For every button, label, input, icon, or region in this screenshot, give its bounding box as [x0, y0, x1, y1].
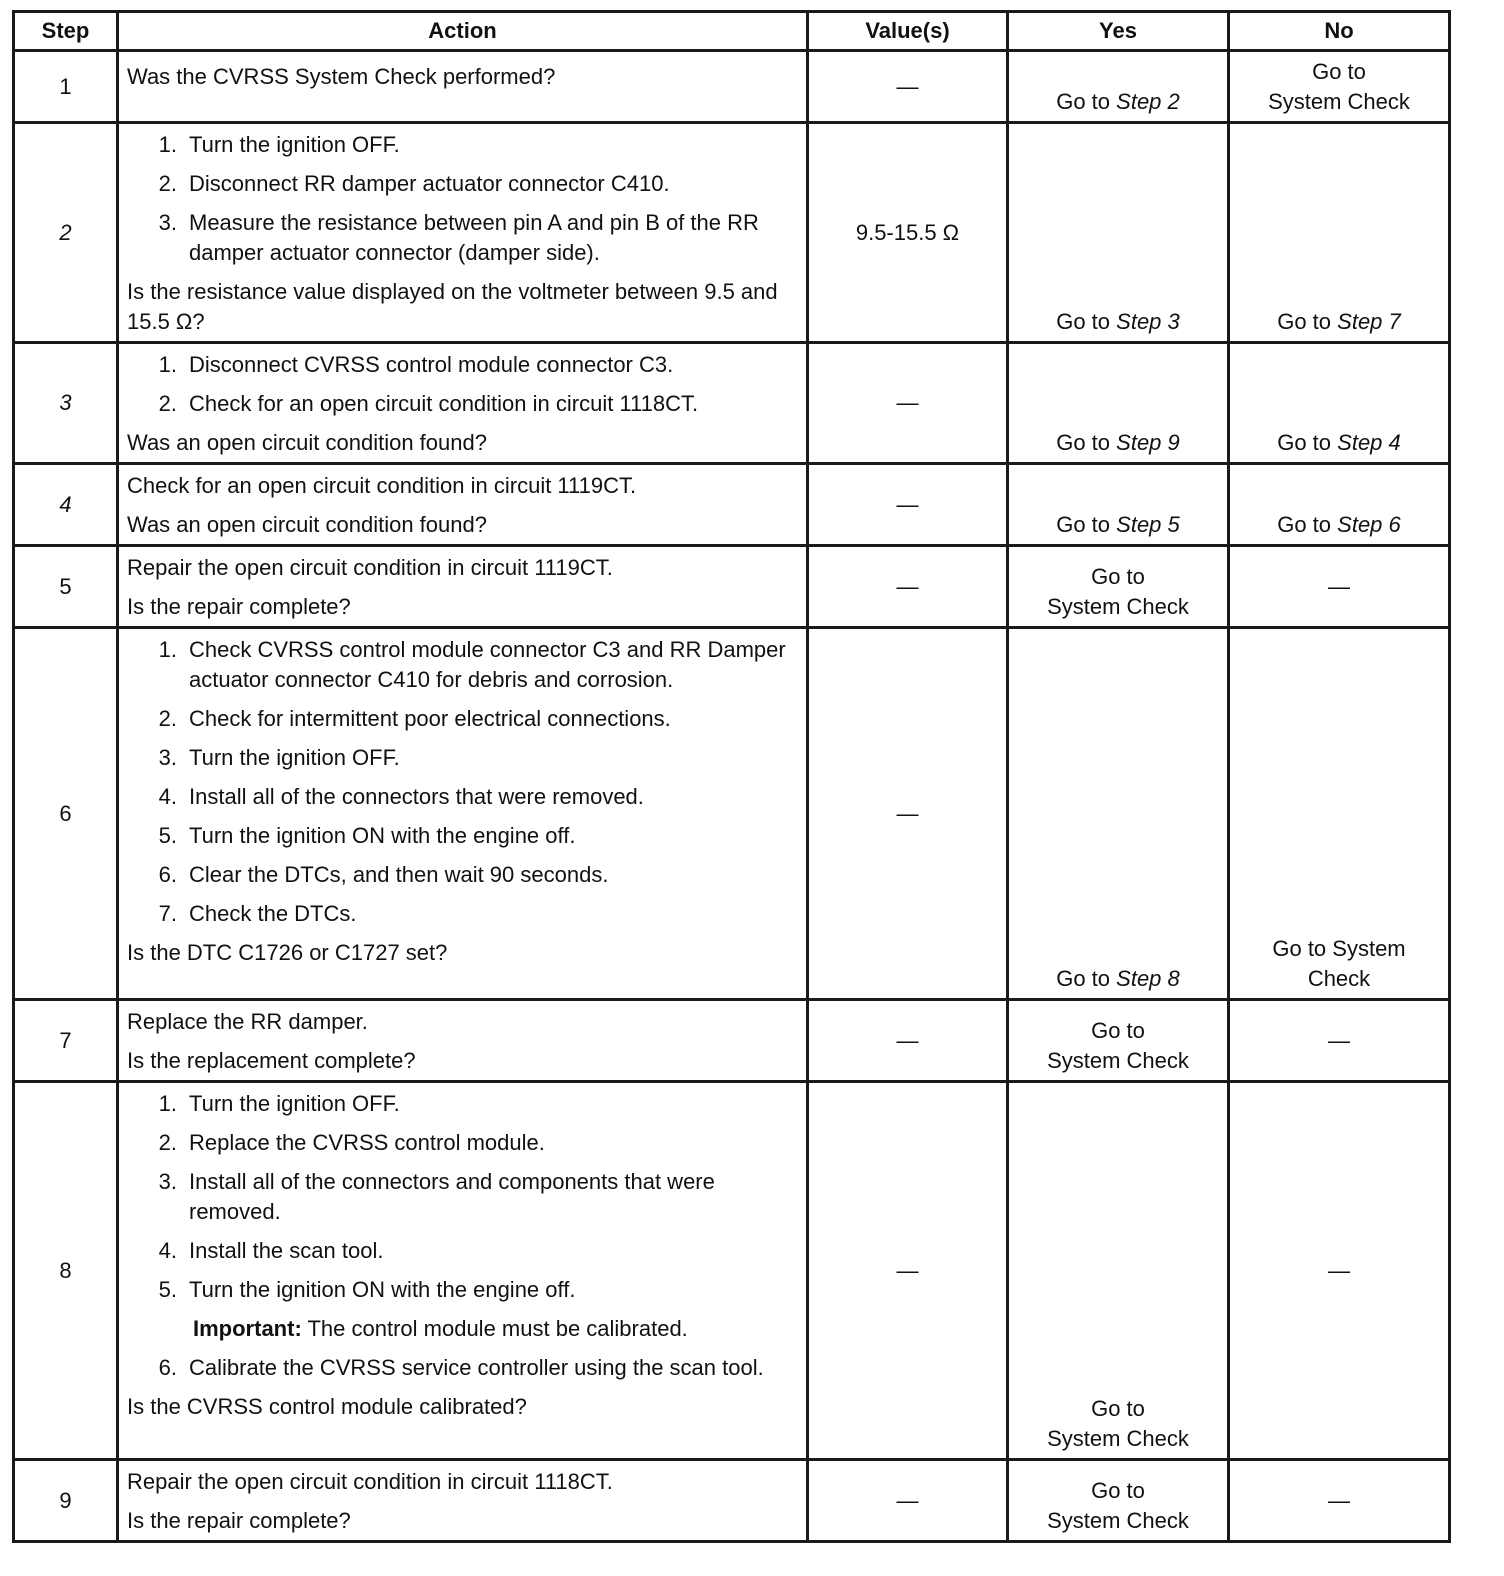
action-step-number: 1.: [158, 1091, 177, 1116]
action-text: Repair the open circuit condition in circuit 1118CT.: [127, 1469, 613, 1494]
table-row: [14, 1460, 1450, 1542]
step-cell: [14, 1082, 118, 1460]
yes-cell: [1008, 464, 1229, 546]
header-yes: Yes: [1008, 12, 1229, 51]
action-cell: [118, 1460, 808, 1542]
table-row: [14, 464, 1450, 546]
action-cell: [118, 123, 808, 343]
action-step-text: Check for an open circuit condition in circuit 1118CT.: [189, 391, 699, 416]
action-question: Is the resistance value displayed on the voltmeter between 9.5 and 15.5 Ω?: [127, 279, 778, 334]
yes-step-ref: Step 3: [1116, 309, 1180, 334]
step-number: 9: [59, 1487, 72, 1513]
value-cell: [808, 343, 1008, 464]
no-goto-text: Go to: [1277, 309, 1332, 334]
yes-cell: [1008, 1460, 1229, 1542]
action-step: [127, 130, 798, 160]
yes-goto-text: Go to: [1091, 1396, 1145, 1421]
action-step-number: 6.: [158, 862, 177, 887]
step-cell: [14, 546, 118, 628]
value-text: —: [896, 1257, 919, 1283]
action-step: [127, 743, 798, 773]
value-text: 9.5-15.5 Ω: [855, 219, 960, 245]
action-question: Was an open circuit condition found?: [127, 430, 487, 455]
action-step-number: 4.: [158, 1238, 177, 1263]
value-cell: [808, 123, 1008, 343]
table-row: [14, 1000, 1450, 1082]
action-step: [127, 860, 798, 890]
action-step: [127, 704, 798, 734]
value-text: —: [896, 1027, 919, 1053]
action-step-number: 1.: [158, 637, 177, 662]
important-text: The control module must be calibrated.: [307, 1316, 688, 1341]
yes-goto-text: Go to: [1056, 966, 1111, 991]
action-step-number: 4.: [158, 784, 177, 809]
value-cell: [808, 51, 1008, 123]
yes-cell: [1008, 546, 1229, 628]
table-row: [14, 1082, 1450, 1460]
header-step: Step: [14, 12, 118, 51]
yes-goto: [1009, 506, 1227, 544]
yes-goto: [1009, 424, 1227, 462]
no-step-ref: Step 4: [1337, 430, 1401, 455]
yes-goto-text: Go to: [1056, 309, 1111, 334]
action-question: Is the CVRSS control module calibrated?: [127, 1394, 527, 1419]
table-row: [14, 343, 1450, 464]
yes-goto: [1009, 960, 1227, 998]
action-steps: [127, 1089, 798, 1305]
action-step-text: Turn the ignition OFF.: [189, 745, 400, 770]
action-step-text: Calibrate the CVRSS service controller using the scan tool.: [189, 1355, 764, 1380]
no-goto: [1230, 506, 1448, 544]
action-steps: [127, 1353, 798, 1383]
no-cell: [1229, 123, 1450, 343]
no-goto-text: —: [1328, 573, 1350, 599]
action-text: Repair the open circuit condition in circuit 1119CT.: [127, 555, 613, 580]
no-goto: [1230, 1482, 1448, 1520]
step-number: 6: [59, 800, 72, 826]
yes-goto: [1009, 83, 1227, 121]
action-step-number: 2.: [158, 706, 177, 731]
action-step-number: 7.: [158, 901, 177, 926]
step-number: 1: [59, 73, 72, 99]
yes-goto-text: Go to: [1056, 89, 1111, 114]
action-step: [127, 1275, 798, 1305]
action-step-text: Check the DTCs.: [189, 901, 357, 926]
yes-goto: [1009, 303, 1227, 341]
value-cell: [808, 1082, 1008, 1460]
action-step: [127, 1167, 798, 1227]
action-cell: [118, 51, 808, 123]
yes-goto-text: Go to: [1056, 512, 1111, 537]
step-number: 8: [59, 1257, 72, 1283]
no-goto-target: System Check: [1268, 89, 1410, 114]
action-step-number: 1.: [158, 132, 177, 157]
no-goto-target: Check: [1307, 966, 1371, 991]
value-text: —: [896, 573, 919, 599]
yes-cell: [1008, 123, 1229, 343]
value-text: —: [896, 1487, 919, 1513]
action-step-text: Replace the CVRSS control module.: [189, 1130, 545, 1155]
yes-goto: [1009, 1472, 1227, 1540]
value-text: —: [896, 800, 919, 826]
action-question: Is the repair complete?: [127, 1508, 351, 1533]
step-number: 3: [59, 390, 72, 415]
action-step-text: Install all of the connectors and components that were removed.: [189, 1169, 715, 1224]
important-note: [127, 1314, 798, 1344]
action-question: Was the CVRSS System Check performed?: [127, 64, 556, 89]
no-cell: [1229, 1460, 1450, 1542]
action-step: [127, 1089, 798, 1119]
no-cell: [1229, 464, 1450, 546]
value-cell: [808, 628, 1008, 1000]
action-question: Is the DTC C1726 or C1727 set?: [127, 940, 448, 965]
header-no: No: [1229, 12, 1450, 51]
no-goto: [1230, 53, 1448, 121]
no-goto-text: —: [1328, 1487, 1350, 1513]
yes-cell: [1008, 343, 1229, 464]
step-cell: [14, 51, 118, 123]
step-number: 2: [59, 219, 72, 245]
value-cell: [808, 1000, 1008, 1082]
action-steps: [127, 635, 798, 929]
yes-cell: [1008, 628, 1229, 1000]
yes-goto-text: Go to: [1056, 430, 1111, 455]
action-step-number: 3.: [158, 745, 177, 770]
action-cell: [118, 1000, 808, 1082]
action-step: [127, 169, 798, 199]
action-step-text: Turn the ignition ON with the engine off.: [189, 1277, 576, 1302]
no-goto-text: —: [1328, 1027, 1350, 1053]
action-step-text: Check for intermittent poor electrical connections.: [189, 706, 671, 731]
action-cell: [118, 343, 808, 464]
action-text: Check for an open circuit condition in circuit 1119CT.: [127, 473, 637, 498]
no-step-ref: Step 7: [1337, 309, 1401, 334]
yes-goto: [1009, 1390, 1227, 1458]
action-step-text: Turn the ignition ON with the engine off.: [189, 823, 576, 848]
table-row: [14, 123, 1450, 343]
no-goto: [1230, 424, 1448, 462]
action-step-text: Check CVRSS control module connector C3 and RR Damper actuator connector C410 for debris and corrosion.: [189, 637, 786, 692]
step-number: 5: [59, 573, 72, 599]
yes-goto-target: System Check: [1047, 594, 1189, 619]
action-step: [127, 782, 798, 812]
header-values: Value(s): [808, 12, 1008, 51]
table-row: [14, 546, 1450, 628]
action-step-text: Turn the ignition OFF.: [189, 1091, 400, 1116]
action-step-number: 2.: [158, 171, 177, 196]
important-label: Important:: [193, 1316, 302, 1341]
no-cell: [1229, 343, 1450, 464]
yes-cell: [1008, 1082, 1229, 1460]
no-goto-text: —: [1328, 1257, 1350, 1283]
no-goto-text: Go to System: [1272, 936, 1406, 961]
action-cell: [118, 628, 808, 1000]
value-text: —: [896, 491, 919, 517]
yes-step-ref: Step 8: [1116, 966, 1180, 991]
action-step-text: Clear the DTCs, and then wait 90 seconds.: [189, 862, 609, 887]
action-question: Is the repair complete?: [127, 594, 351, 619]
no-goto-text: Go to: [1277, 512, 1332, 537]
action-step-text: Measure the resistance between pin A and pin B of the RR damper actuator connector (damper side).: [189, 210, 759, 265]
step-cell: [14, 123, 118, 343]
value-cell: [808, 1460, 1008, 1542]
no-goto: [1230, 1022, 1448, 1060]
no-cell: [1229, 1082, 1450, 1460]
action-steps: [127, 350, 798, 419]
step-cell: [14, 1000, 118, 1082]
header-row: [14, 12, 1450, 51]
action-step: [127, 635, 798, 695]
yes-step-ref: Step 9: [1116, 430, 1180, 455]
yes-goto: [1009, 1012, 1227, 1080]
no-step-ref: Step 6: [1337, 512, 1401, 537]
value-text: —: [896, 73, 919, 99]
yes-goto: [1009, 558, 1227, 626]
table-row: [14, 628, 1450, 1000]
action-step: [127, 1236, 798, 1266]
step-cell: [14, 464, 118, 546]
yes-step-ref: Step 5: [1116, 512, 1180, 537]
action-step-text: Disconnect RR damper actuator connector C410.: [189, 171, 670, 196]
step-number: 7: [59, 1027, 72, 1053]
yes-step-ref: Step 2: [1116, 89, 1180, 114]
no-goto: [1230, 1252, 1448, 1290]
step-cell: [14, 1460, 118, 1542]
step-cell: [14, 343, 118, 464]
action-step-number: 2.: [158, 391, 177, 416]
action-step: [127, 208, 798, 268]
diagnostic-table: [12, 10, 1451, 1543]
action-step: [127, 821, 798, 851]
no-cell: [1229, 628, 1450, 1000]
action-question: Is the replacement complete?: [127, 1048, 416, 1073]
action-question: Was an open circuit condition found?: [127, 512, 487, 537]
value-text: —: [896, 390, 919, 415]
yes-goto-text: Go to: [1091, 1478, 1145, 1503]
no-goto: [1230, 568, 1448, 606]
yes-cell: [1008, 51, 1229, 123]
yes-goto-target: System Check: [1047, 1426, 1189, 1451]
action-step-text: Disconnect CVRSS control module connector C3.: [189, 352, 674, 377]
value-cell: [808, 464, 1008, 546]
action-steps: [127, 130, 798, 268]
action-step-text: Install all of the connectors that were removed.: [189, 784, 644, 809]
action-step: [127, 350, 798, 380]
no-cell: [1229, 1000, 1450, 1082]
action-step-number: 3.: [158, 1169, 177, 1194]
no-cell: [1229, 546, 1450, 628]
action-cell: [118, 1082, 808, 1460]
action-step-number: 5.: [158, 1277, 177, 1302]
yes-goto-text: Go to: [1091, 564, 1145, 589]
action-text: Replace the RR damper.: [127, 1009, 368, 1034]
no-goto-text: Go to: [1277, 430, 1332, 455]
action-step-number: 5.: [158, 823, 177, 848]
action-step-text: Turn the ignition OFF.: [189, 132, 400, 157]
action-step: [127, 899, 798, 929]
yes-goto-text: Go to: [1091, 1018, 1145, 1043]
action-step-number: 1.: [158, 352, 177, 377]
table-row: [14, 51, 1450, 123]
no-cell: [1229, 51, 1450, 123]
no-goto: [1230, 930, 1448, 998]
action-step-number: 6.: [158, 1355, 177, 1380]
step-cell: [14, 628, 118, 1000]
action-cell: [118, 464, 808, 546]
action-cell: [118, 546, 808, 628]
header-action: Action: [118, 12, 808, 51]
action-step-number: 2.: [158, 1130, 177, 1155]
action-step: [127, 1353, 798, 1383]
no-goto: [1230, 303, 1448, 341]
yes-goto-target: System Check: [1047, 1048, 1189, 1073]
yes-cell: [1008, 1000, 1229, 1082]
no-goto-text: Go to: [1312, 59, 1366, 84]
yes-goto-target: System Check: [1047, 1508, 1189, 1533]
step-number: 4: [59, 491, 72, 517]
action-step: [127, 389, 798, 419]
value-cell: [808, 546, 1008, 628]
action-step-number: 3.: [158, 210, 177, 235]
action-step: [127, 1128, 798, 1158]
action-step-text: Install the scan tool.: [189, 1238, 384, 1263]
